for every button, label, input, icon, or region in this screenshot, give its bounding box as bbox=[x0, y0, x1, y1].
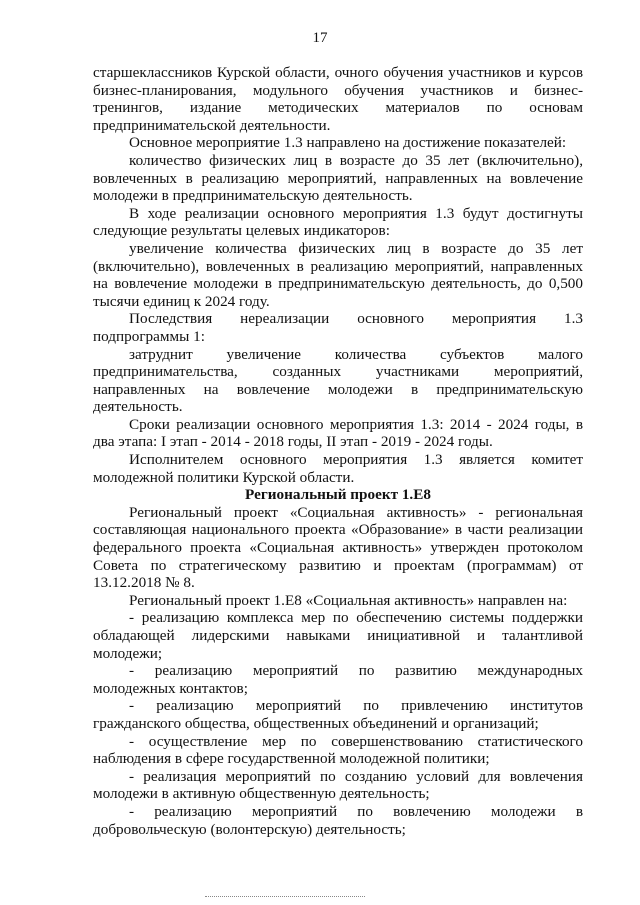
scan-artifact-line bbox=[205, 896, 365, 899]
page-number: 17 bbox=[312, 30, 328, 46]
paragraph: Региональный проект 1.Е8 «Социальная активность» направлен на: bbox=[129, 591, 568, 609]
paragraph: Последствия нереализации основного мероприятия 1.3 подпрограммы 1: bbox=[93, 310, 583, 345]
list-item: - реализация мероприятий по созданию условий для вовлечения молодежи в активную общественную деятельность; bbox=[93, 767, 583, 803]
section-heading: Региональный проект 1.Е8 bbox=[245, 486, 431, 504]
list-item: - реализацию мероприятий по привлечению институтов гражданского общества, общественных объединений и организаций; bbox=[93, 697, 583, 732]
list-item: - реализацию комплекса мер по обеспечению системы поддержки обладающей лидерскими навыками инициативной и талантливой молодежи; bbox=[93, 609, 583, 662]
list-item: - реализацию мероприятий по развитию международных молодежных контактов; bbox=[93, 662, 583, 697]
paragraph: В ходе реализации основного мероприятия 1.3 будут достигнуты следующие результаты целевых индикаторов: bbox=[93, 204, 583, 240]
paragraph-intro-continuation: старшеклассников Курской области, очного обучения участников и курсов бизнес-планирования, модульного обучения участников и бизнес-тренингов, издание методических материалов по основам предпринимательской деятельности. bbox=[93, 64, 583, 134]
paragraph: увеличение количества физических лиц в возрасте до 35 лет (включительно), вовлеченных в реализацию мероприятий, направленных на вовлечение молодежи в предпринимательскую деятельность, до 0,500 тысячи единиц к 2024 году. bbox=[93, 239, 583, 310]
paragraph: Региональный проект «Социальная активность» - региональная составляющая национального проекта «Образование» в части реализации федерального проекта «Социальная активность» утвержден протоколом Совета по стратегическому развитию и проектам (программам) от 13.12.2018 № 8. bbox=[93, 503, 583, 592]
paragraph: Исполнителем основного мероприятия 1.3 является комитет молодежной политики Курской области. bbox=[93, 451, 583, 486]
list-item: - реализацию мероприятий по вовлечению молодежи в добровольческую (волонтерскую) деятельность; bbox=[93, 802, 583, 838]
paragraph: количество физических лиц в возрасте до 35 лет (включительно), вовлеченных в реализацию мероприятий, направленных на вовлечение молодежи в предпринимательскую деятельность. bbox=[93, 151, 583, 205]
paragraph: Основное мероприятие 1.3 направлено на достижение показателей: bbox=[129, 134, 567, 152]
paragraph: Сроки реализации основного мероприятия 1.3: 2014 - 2024 годы, в два этапа: I этап - 2014 - 2018 годы, II этап - 2019 - 2024 годы. bbox=[93, 415, 583, 451]
document-body bbox=[93, 64, 583, 838]
paragraph: затруднит увеличение количества субъектов малого предпринимательства, созданных участниками мероприятий, направленных на вовлечение молодежи в предпринимательскую деятельность. bbox=[93, 345, 583, 416]
list-item: - осуществление мер по совершенствованию статистического наблюдения в сфере государственной молодежной политики; bbox=[93, 732, 583, 768]
